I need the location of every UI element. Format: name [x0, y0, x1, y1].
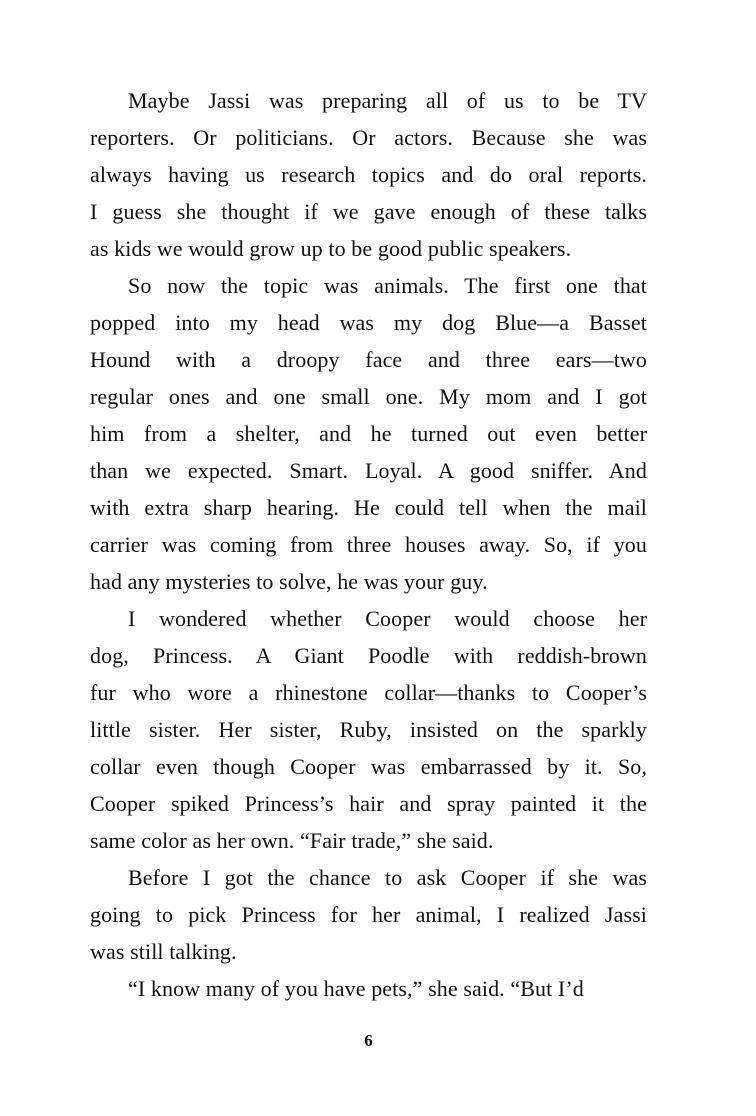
text-line: as kids we would grow up to be good public speakers.: [90, 236, 572, 261]
text-line: regular ones and one small one. My mom and I got: [90, 384, 647, 409]
text-line: I wondered whether Cooper would choose her: [128, 606, 647, 631]
text-line: same color as her own. “Fair trade,” she said.: [90, 828, 494, 853]
paragraph: [90, 859, 647, 970]
text-line: him from a shelter, and he turned out even better: [90, 421, 647, 446]
paragraph: [90, 267, 647, 600]
text-line: Maybe Jassi was preparing all of us to be TV: [128, 88, 647, 113]
page-text: [90, 82, 647, 1007]
text-line: Before I got the chance to ask Cooper if she was: [128, 865, 647, 890]
text-line: than we expected. Smart. Loyal. A good sniffer. And: [90, 458, 647, 483]
text-line: I guess she thought if we gave enough of these talks: [90, 199, 647, 224]
text-line: fur who wore a rhinestone collar—thanks to Cooper’s: [90, 680, 647, 705]
text-line: So now the topic was animals. The first one that: [128, 273, 647, 298]
text-line: collar even though Cooper was embarrassed by it. So,: [90, 754, 647, 779]
text-line: dog, Princess. A Giant Poodle with reddish-brown: [90, 643, 647, 668]
text-line: going to pick Princess for her animal, I realized Jassi: [90, 902, 647, 927]
paragraph: [90, 82, 647, 267]
text-line: Hound with a droopy face and three ears—two: [90, 347, 647, 372]
text-line: Cooper spiked Princess’s hair and spray painted it the: [90, 791, 647, 816]
text-line: reporters. Or politicians. Or actors. Because she was: [90, 125, 647, 150]
text-line: carrier was coming from three houses away. So, if you: [90, 532, 647, 557]
text-line: popped into my head was my dog Blue—a Basset: [90, 310, 647, 335]
text-line: was still talking.: [90, 939, 237, 964]
text-line: had any mysteries to solve, he was your guy.: [90, 569, 488, 594]
text-line: “I know many of you have pets,” she said. “But I’d: [128, 976, 584, 1001]
paragraph: [90, 970, 647, 1007]
text-line: little sister. Her sister, Ruby, insisted on the sparkly: [90, 717, 647, 742]
text-line: with extra sharp hearing. He could tell when the mail: [90, 495, 647, 520]
paragraph: [90, 600, 647, 859]
text-line: always having us research topics and do oral reports.: [90, 162, 647, 187]
page-number: 6: [364, 1031, 373, 1050]
